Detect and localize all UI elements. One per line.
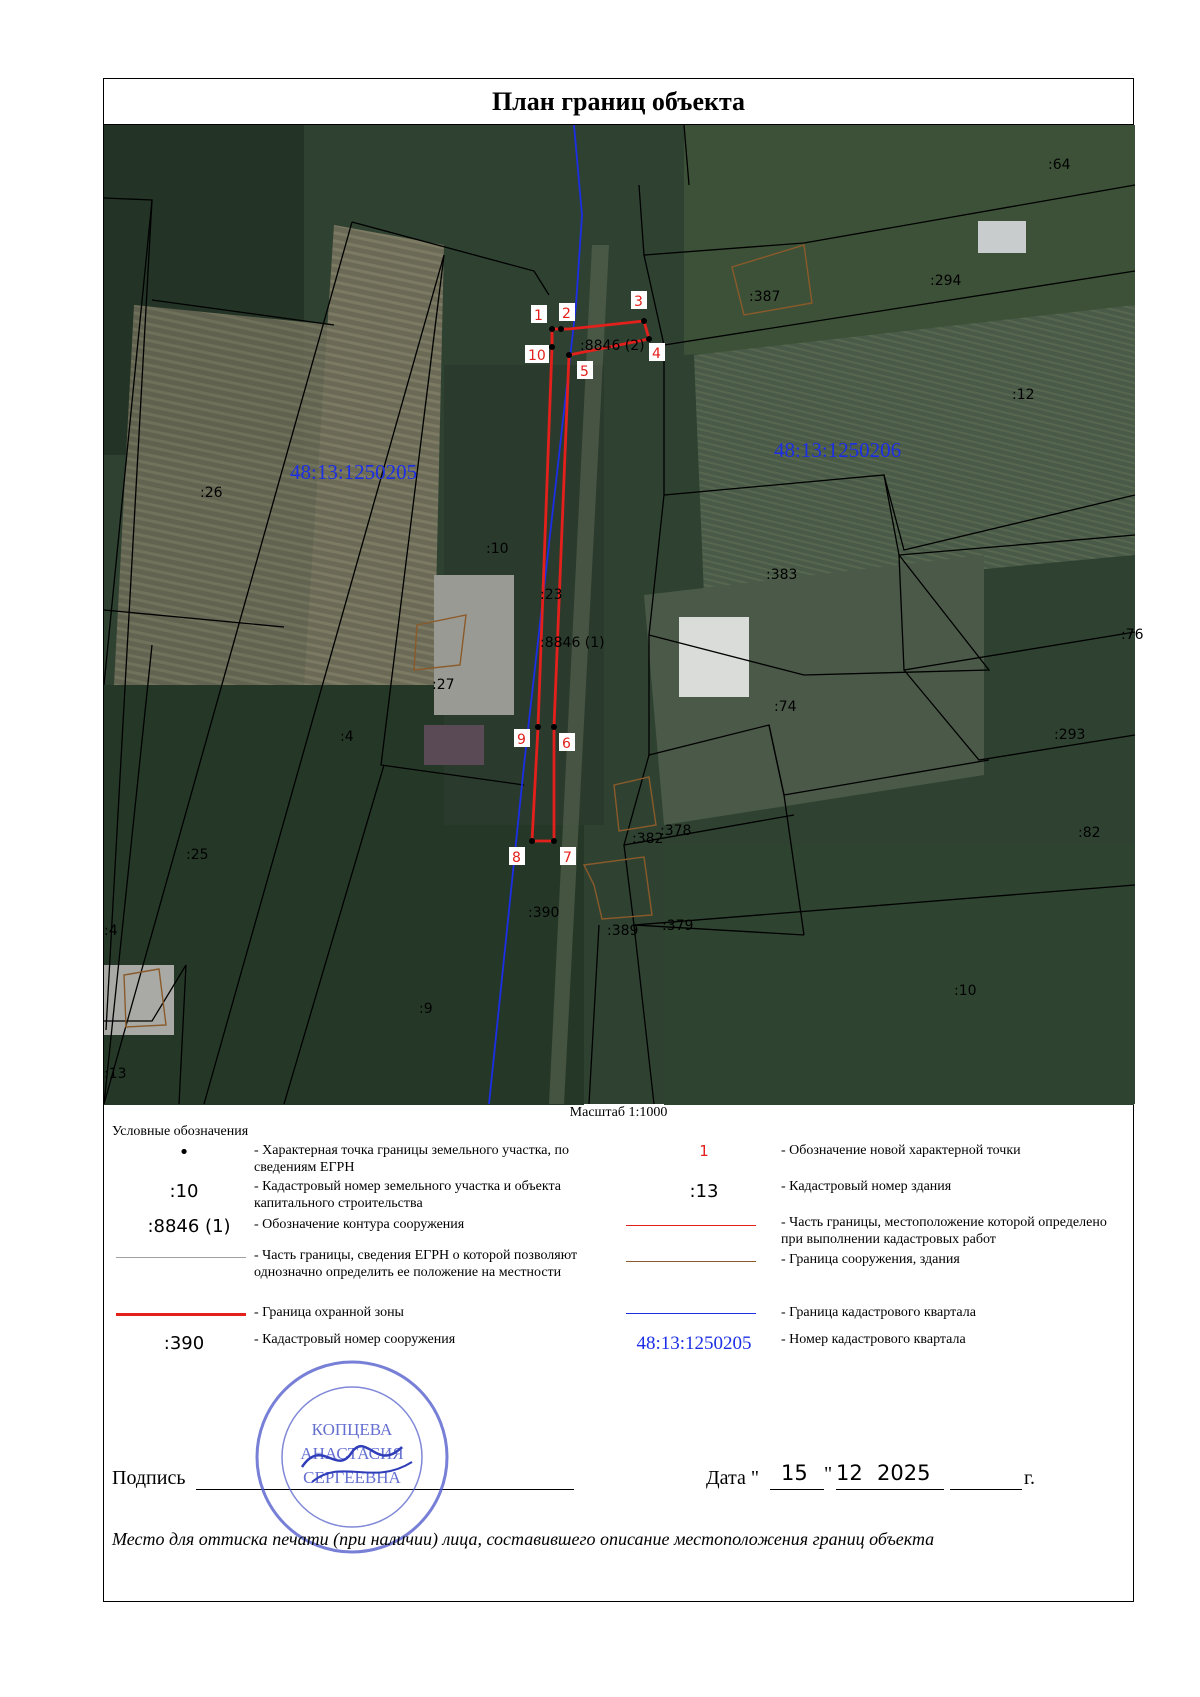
legend-building-number-symbol: :13 <box>689 1181 719 1202</box>
legend-new-point-symbol: 1 <box>699 1142 709 1160</box>
svg-text::389: :389 <box>607 923 639 939</box>
svg-text::27: :27 <box>432 677 455 693</box>
legend-contour-symbol: :8846 (1) <box>147 1216 231 1237</box>
legend-item-text: - Часть границы, местоположение которой определено при выполнении кадастровых работ <box>781 1215 1107 1247</box>
point-label: 4 <box>652 346 661 362</box>
stamp-place-note: Место для оттиска печати (при наличии) лица, составившего описание местоположения границ объекта <box>112 1529 935 1549</box>
point-label: 9 <box>517 732 526 748</box>
svg-text::379: :379 <box>662 918 694 934</box>
svg-text::4: :4 <box>104 923 118 939</box>
document-title: План границ объекта <box>104 79 1133 125</box>
seal-stamp <box>252 1357 452 1557</box>
point-label: 7 <box>563 850 572 866</box>
legend-parcel-number-symbol: :10 <box>169 1181 199 1202</box>
legend-title: Условные обозначения <box>112 1124 249 1139</box>
date-month-line <box>836 1489 944 1490</box>
svg-text::10: :10 <box>486 541 509 557</box>
svg-text::387: :387 <box>749 289 781 305</box>
legend-structure-number-symbol: :390 <box>163 1333 205 1354</box>
date-month: 12 <box>836 1461 863 1485</box>
point-label: 5 <box>580 364 589 380</box>
date-day-line <box>770 1489 824 1490</box>
legend-cadastral-works-line-symbol <box>626 1225 756 1226</box>
legend-building-border-symbol <box>626 1261 756 1262</box>
building-roof <box>679 617 749 697</box>
svg-text::12: :12 <box>1012 387 1035 403</box>
point-label: 6 <box>562 736 571 752</box>
date-year-line <box>950 1489 1022 1490</box>
quarter-number: 48:13:1250206 <box>774 438 902 462</box>
svg-text::383: :383 <box>766 567 798 583</box>
date-day: 15 <box>781 1461 808 1485</box>
legend-item-text: - Номер кадастрового квартала <box>781 1332 966 1347</box>
svg-text:КОПЦЕВА: КОПЦЕВА <box>311 1420 393 1439</box>
satellite-map <box>104 125 1144 1104</box>
quarter-number: 48:13:1250205 <box>290 460 418 484</box>
date-quote: " <box>824 1463 833 1485</box>
signature-label: Подпись <box>112 1467 186 1489</box>
legend-quarter-border-symbol <box>626 1313 756 1314</box>
point-label: 1 <box>534 308 543 324</box>
svg-text::64: :64 <box>1048 157 1071 173</box>
svg-text::9: :9 <box>419 1001 433 1017</box>
legend-egrn-line-symbol <box>116 1257 246 1258</box>
svg-text::390: :390 <box>528 905 560 921</box>
legend-item-text: - Часть границы, сведения ЕГРН о которой позволяют однозначно определить ее положение на местности <box>254 1248 578 1280</box>
map-scale: Масштаб 1:1000 <box>569 1105 668 1120</box>
legend-item-text: - Кадастровый номер здания <box>781 1179 952 1194</box>
legend-item-text: - Граница охранной зоны <box>254 1305 404 1320</box>
svg-text::10: :10 <box>954 983 977 999</box>
point-label: 8 <box>512 850 521 866</box>
svg-text::8846 (1): :8846 (1) <box>540 635 605 651</box>
svg-text::26: :26 <box>200 485 223 501</box>
svg-text::25: :25 <box>186 847 209 863</box>
legend-item-text: - Характерная точка границы земельного участка, по сведениям ЕГРН <box>254 1143 570 1175</box>
point-label: 10 <box>528 348 546 364</box>
legend-point-symbol: • <box>178 1142 190 1163</box>
svg-text:СЕРГЕЕВНА: СЕРГЕЕВНА <box>303 1468 401 1487</box>
legend-protection-zone-symbol <box>116 1313 246 1316</box>
building-roof <box>978 221 1026 253</box>
point-label: 3 <box>634 294 643 310</box>
svg-text::74: :74 <box>774 699 797 715</box>
svg-text::76: :76 <box>1121 627 1144 643</box>
legend-item-text: - Граница кадастрового квартала <box>781 1305 976 1320</box>
svg-text::4: :4 <box>340 729 354 745</box>
date-label: Дата " <box>706 1467 760 1489</box>
date-year: 2025 <box>877 1461 931 1485</box>
svg-text:АНАСТАСИЯ: АНАСТАСИЯ <box>300 1444 404 1463</box>
legend-item-text: - Обозначение новой характерной точки <box>781 1143 1021 1158</box>
legend-item-text: - Кадастровый номер сооружения <box>254 1332 456 1347</box>
svg-text::8846 (2): :8846 (2) <box>580 338 645 354</box>
document-frame <box>103 78 1144 1602</box>
svg-text::378: :378 <box>660 823 692 839</box>
svg-text::382: :382 <box>632 831 664 847</box>
date-year-suffix: г. <box>1024 1467 1035 1489</box>
svg-text::293: :293 <box>1054 727 1086 743</box>
svg-text::23: :23 <box>540 587 563 603</box>
svg-text::294: :294 <box>930 273 962 289</box>
legend-quarter-number-symbol: 48:13:1250205 <box>636 1333 752 1354</box>
svg-text::82: :82 <box>1078 825 1101 841</box>
building-roof <box>434 575 514 715</box>
legend-item-text: - Кадастровый номер земельного участка и объекта капитального строительства <box>254 1179 561 1211</box>
svg-text::13: :13 <box>104 1066 127 1082</box>
point-label: 2 <box>562 306 571 322</box>
legend-item-text: - Обозначение контура сооружения <box>254 1217 465 1232</box>
legend-item-text: - Граница сооружения, здания <box>781 1252 960 1267</box>
